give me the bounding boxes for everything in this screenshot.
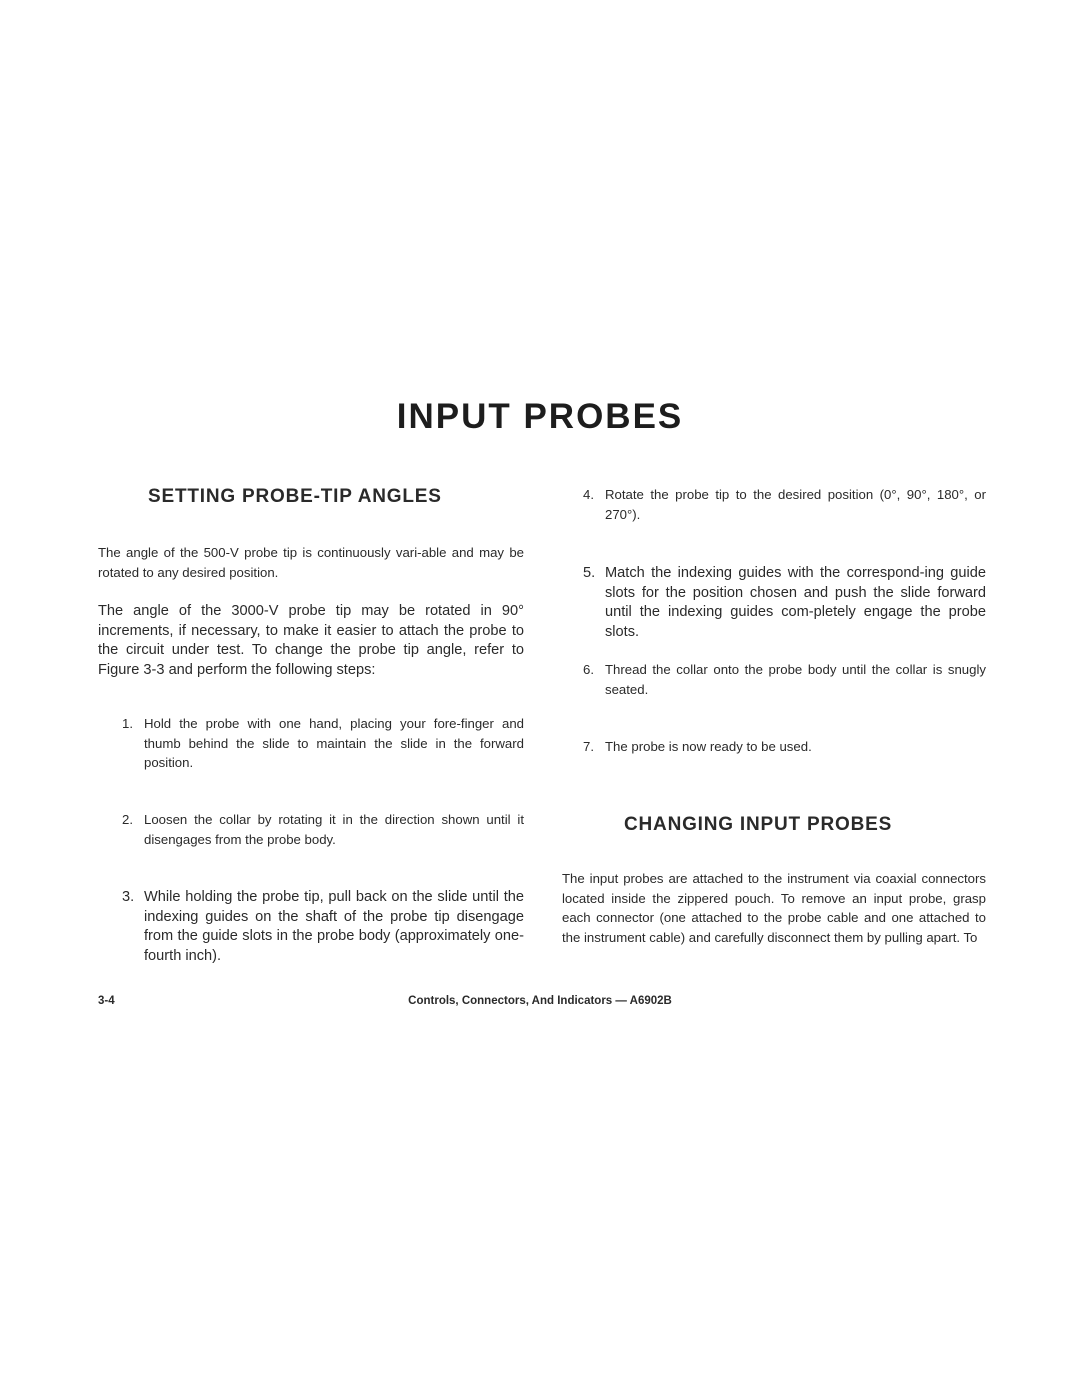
paragraph-500v-probe: The angle of the 500-V probe tip is continuously vari-able and may be rotated to any desired position.	[98, 545, 524, 580]
footer-caption: Controls, Connectors, And Indicators — A6902B	[408, 995, 672, 1007]
list-item-step-5	[583, 564, 986, 644]
paragraph-changing-input-probes: The input probes are attached to the instrument via coaxial connectors located inside the zippered pouch. To remove an input probe, grasp each connector (one attached to the probe cable and one attached to the instrument cable) and carefully disconnect them by pulling apart. To	[562, 871, 986, 945]
list-item-step-1	[122, 714, 524, 774]
list-item-step-6	[583, 660, 986, 700]
page-number: 3-4	[98, 995, 115, 1007]
step-number: 5.	[583, 565, 596, 581]
step-text: The probe is now ready to be used.	[605, 739, 812, 754]
step-number: 3.	[122, 889, 135, 905]
step-number: 1.	[122, 716, 133, 731]
step-text: Hold the probe with one hand, placing your fore-finger and thumb behind the slide to maintain the slide in the forward position.	[144, 716, 524, 770]
list-item-step-3	[122, 888, 524, 968]
step-text: Thread the collar onto the probe body until the collar is snugly seated.	[605, 662, 986, 697]
list-item-step-7	[583, 737, 986, 757]
step-text: Match the indexing guides with the correspond-ing guide slots for the position chosen and push the slide forward until the indexing guides com-pletely engage the probe slots.	[605, 565, 986, 640]
section-heading-setting-probe-tip-angles: SETTING PROBE-TIP ANGLES	[148, 486, 442, 507]
step-number: 2.	[122, 812, 133, 827]
list-item-step-2	[122, 810, 524, 850]
step-text: While holding the probe tip, pull back on the slide until the indexing guides on the shaft of the probe tip disengage from the guide slots in the probe body (approximately one-fourth inch).	[144, 889, 524, 964]
paragraph-3000v-probe: The angle of the 3000-V probe tip may be rotated in 90° increments, if necessary, to make it easier to attach the probe to the circuit under test. To change the probe tip angle, refer to Figure 3-3 and perform the following steps:	[98, 603, 524, 678]
step-number: 7.	[583, 739, 594, 754]
page-title: INPUT PROBES	[396, 397, 684, 436]
step-number: 4.	[583, 487, 594, 502]
step-text: Rotate the probe tip to the desired position (0°, 90°, 180°, or 270°).	[605, 487, 986, 522]
step-number: 6.	[583, 662, 594, 677]
section-heading-changing-input-probes: CHANGING INPUT PROBES	[624, 814, 893, 835]
step-text: Loosen the collar by rotating it in the direction shown until it disengages from the probe body.	[144, 812, 524, 847]
list-item-step-4	[583, 485, 986, 525]
